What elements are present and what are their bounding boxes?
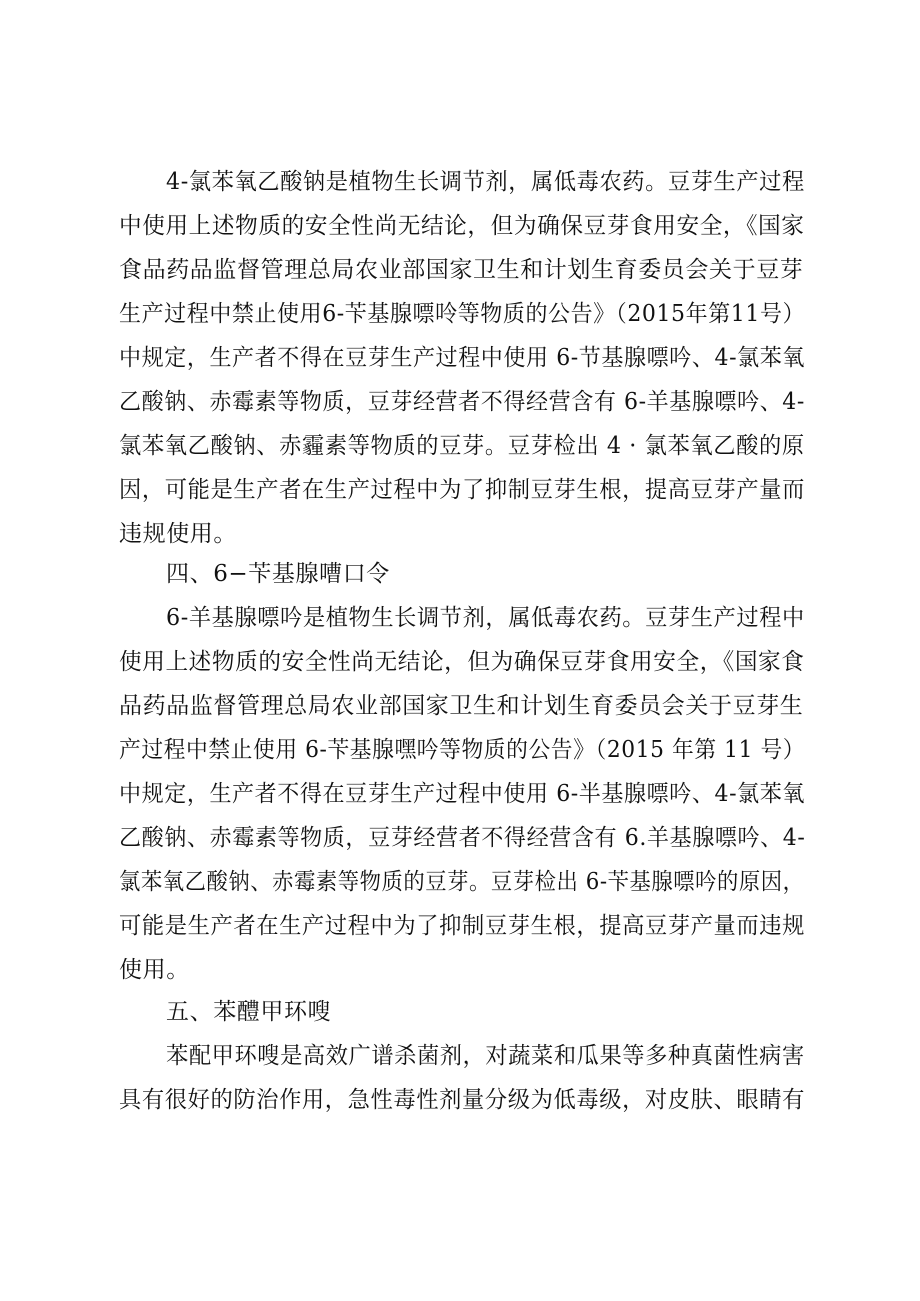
paragraph-line: 食品药品监督管理总局农业部国家卫生和计划生育委员会关于豆芽 — [119, 257, 804, 283]
paragraph-line: 6-羊基腺嘌吟是植物生长调节剂，属低毒农药。豆芽生产过程中 — [166, 605, 805, 631]
paragraph-line: 乙酸钠、赤霉素等物质，豆芽经营者不得经营含有 6.羊基腺嘌吟、4- — [119, 825, 806, 851]
paragraph-line: 可能是生产者在生产过程中为了抑制豆芽生根，提高豆芽产量而违规 — [119, 913, 805, 939]
paragraph-line: 4-氯苯氧乙酸钠是植物生长调节剂，属低毒农药。豆芽生产过程 — [166, 169, 805, 195]
paragraph-line: 产过程中禁止使用 6-苄基腺嘿吟等物质的公告》（2015 年第 11 号） — [119, 737, 806, 763]
paragraph-line: 乙酸钠、赤霉素等物质，豆芽经营者不得经营含有 6-羊基腺嘌吟、4- — [119, 389, 805, 415]
paragraph-line: 氯苯氧乙酸钠、赤霾素等物质的豆芽。豆芽检出 4 · 氯苯氧乙酸的原 — [119, 433, 805, 459]
paragraph-line: 具有很好的防治作用，急性毒性剂量分级为低毒级，对皮肤、眼睛有 — [119, 1087, 805, 1113]
paragraph-line: 苯配甲环嗖是高效广谱杀菌剂，对蔬菜和瓜果等多种真菌性病害 — [166, 1043, 805, 1069]
paragraph-line: 中规定，生产者不得在豆芽生产过程中使用 6-节基腺嘌吟、4-氯苯氧 — [119, 345, 805, 371]
paragraph-line: 生产过程中禁止使用6-苄基腺嘌呤等物质的公告》（2015年第11号） — [119, 301, 806, 327]
section-heading: 四、6−苄基腺嘈口令 — [166, 561, 390, 587]
paragraph-line: 违规使用。 — [119, 521, 237, 547]
paragraph-line: 中规定，生产者不得在豆芽生产过程中使用 6-半基腺嘌吟、4-氯苯氧 — [119, 781, 805, 807]
paragraph-line: 中使用上述物质的安全性尚无结论，但为确保豆芽食用安全，《国家 — [119, 213, 805, 239]
paragraph-line: 使用。 — [119, 957, 190, 983]
paragraph-line: 使用上述物质的安全性尚无结论，但为确保豆芽食用安全，《国家食 — [119, 649, 805, 675]
section-heading: 五、苯醴甲环嗖 — [166, 999, 332, 1025]
paragraph-line: 品药品监督管理总局农业部国家卫生和计划生育委员会关于豆芽生 — [119, 693, 804, 719]
paragraph-line: 氯苯氧乙酸钠、赤霉素等物质的豆芽。豆芽检出 6-苄基腺嘌吟的原因， — [119, 869, 805, 895]
paragraph-line: 因，可能是生产者在生产过程中为了抑制豆芽生根，提高豆芽产量而 — [119, 477, 805, 503]
